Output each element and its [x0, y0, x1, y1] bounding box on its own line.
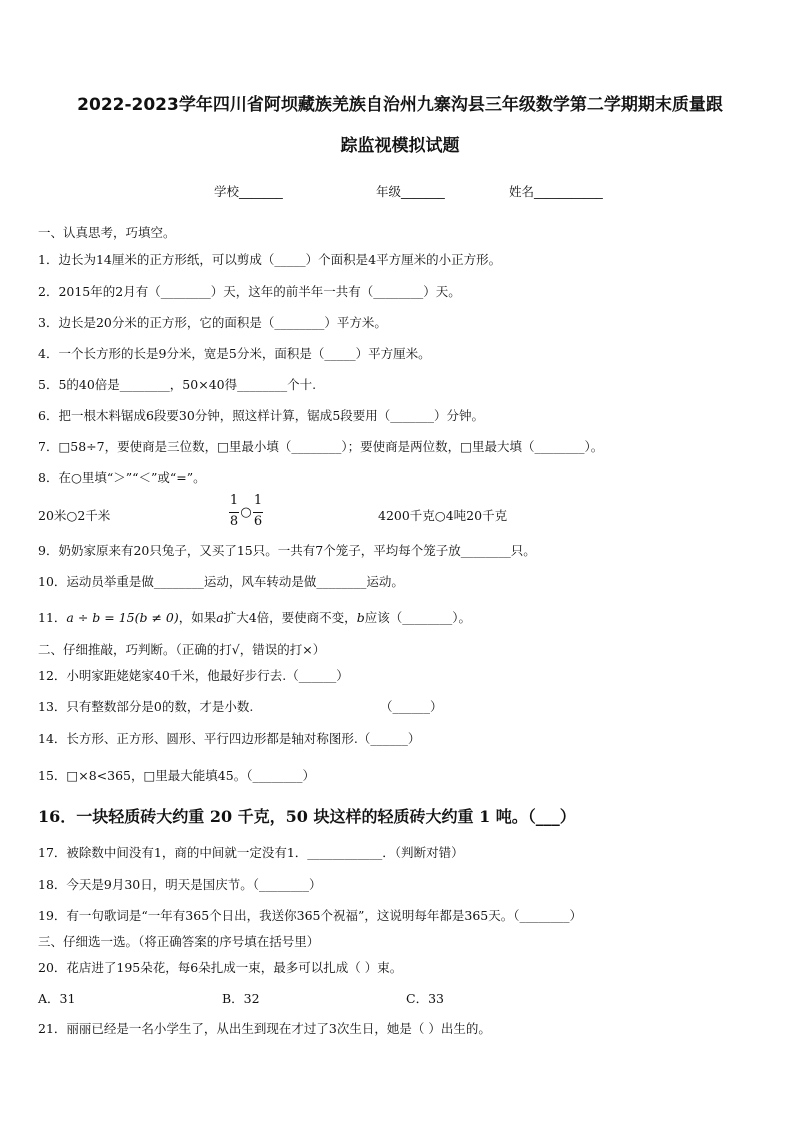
section-2-heading: 二、仔细推敲，巧判断。（正确的打√，错误的打×）	[38, 642, 326, 657]
question-14: 14．长方形、正方形、圆形、平行四边形都是轴对称图形.（______）	[38, 731, 421, 746]
fraction-2-numerator: 1	[253, 493, 263, 508]
question-4: 4．一个长方形的长是9分米，宽是5分米，面积是（_____）平方厘米。	[38, 346, 431, 361]
question-12: 12．小明家距姥姥家40千米，他最好步行去.（______）	[38, 668, 349, 683]
question-11	[38, 608, 471, 626]
fraction-2-denominator: 6	[253, 514, 263, 529]
question-7: 7．□58÷7，要使商是三位数，□里最小填（________）；要使商是两位数，□里最大填（________）。	[38, 439, 604, 454]
question-16: 16．一块轻质砖大约重 20 千克，50 块这样的轻质砖大约重 1 吨。（___）	[38, 807, 576, 826]
grade-field	[376, 182, 445, 200]
question-10: 10．运动员举重是做________运动，风车转动是做________运动。	[38, 574, 404, 589]
question-19: 19．有一句歌词是“一年有365个日出，我送你365个祝福”，这说明每年都是365天。（________）	[38, 908, 583, 923]
question-6: 6．把一根木料锯成6段要30分钟，照这样计算，锯成5段要用（_______）分钟。	[38, 408, 485, 423]
question-11-text-3: 应该（________）。	[364, 610, 471, 625]
question-8-item-a: 20米○2千米	[38, 508, 111, 523]
question-15: 15．□×8<365，□里最大能填45。（________）	[38, 768, 315, 783]
question-21: 21．丽丽已经是一名小学生了，从出生到现在才过了3次生日，她是（ ）出生的。	[38, 1021, 491, 1036]
question-13: 13．只有整数部分是0的数，才是小数.	[38, 699, 254, 714]
question-1: 1．边长为14厘米的正方形纸，可以剪成（_____）个面积是4平方厘米的小正方形。	[38, 252, 502, 267]
question-11-text-2: 扩大4倍，要使商不变，	[223, 610, 357, 625]
question-20-option-a: A．31	[38, 991, 76, 1006]
question-8-item-c: 4200千克○4吨20千克	[378, 508, 508, 523]
school-label: 学校	[214, 184, 240, 199]
section-3-heading: 三、仔细选一选。（将正确答案的序号填在括号里）	[38, 934, 320, 949]
question-9: 9．奶奶家原来有20只兔子，又买了15只。一共有7个笼子，平均每个笼子放________只。	[38, 543, 536, 558]
question-8-item-b-fractions	[228, 493, 268, 533]
fraction-2-bar	[253, 512, 263, 513]
name-label: 姓名	[509, 184, 535, 199]
fraction-1-denominator: 8	[229, 514, 239, 529]
fraction-1-numerator: 1	[229, 493, 239, 508]
question-8: 8．在○里填“＞”“＜”或“=”。	[38, 470, 206, 485]
fraction-1-bar	[229, 512, 239, 513]
name-field	[509, 182, 603, 200]
grade-blank: _______	[401, 184, 445, 199]
question-13-answer-blank: （______）	[380, 699, 443, 714]
school-field	[214, 182, 283, 200]
question-11-number: 11．	[38, 610, 67, 625]
section-1-heading: 一、认真思考，巧填空。	[38, 225, 176, 240]
question-5: 5．5的40倍是________，50×40得________个十.	[38, 377, 317, 392]
question-3: 3．边长是20分米的正方形，它的面积是（________）平方米。	[38, 315, 387, 330]
page-title-line1: 2022-2023学年四川省阿坝藏族羌族自治州九寨沟县三年级数学第二学期期末质量跟	[77, 95, 723, 115]
page-title-line2: 踪监视模拟试题	[340, 136, 460, 156]
question-11-var-b: b	[356, 610, 365, 625]
grade-label: 年级	[376, 184, 402, 199]
question-11-formula: a ÷ b = 15(b ≠ 0)	[66, 610, 179, 625]
fraction-compare-circle: ○	[240, 505, 252, 520]
question-2: 2．2015年的2月有（________）天，这年的前半年一共有（________）天。	[38, 284, 461, 299]
question-18: 18．今天是9月30日，明天是国庆节。（________）	[38, 877, 322, 892]
question-20-option-c: C．33	[406, 991, 444, 1006]
question-20: 20．花店进了195朵花，每6朵扎成一束，最多可以扎成（ ）束。	[38, 960, 403, 975]
question-11-var-a: a	[216, 610, 224, 625]
question-11-text-1: ，如果	[178, 610, 217, 625]
question-20-option-b: B．32	[222, 991, 260, 1006]
question-17: 17．被除数中间没有1，商的中间就一定没有1．____________．（判断对错）	[38, 845, 464, 860]
school-blank: _______	[239, 184, 283, 199]
name-blank: ___________	[534, 184, 603, 199]
